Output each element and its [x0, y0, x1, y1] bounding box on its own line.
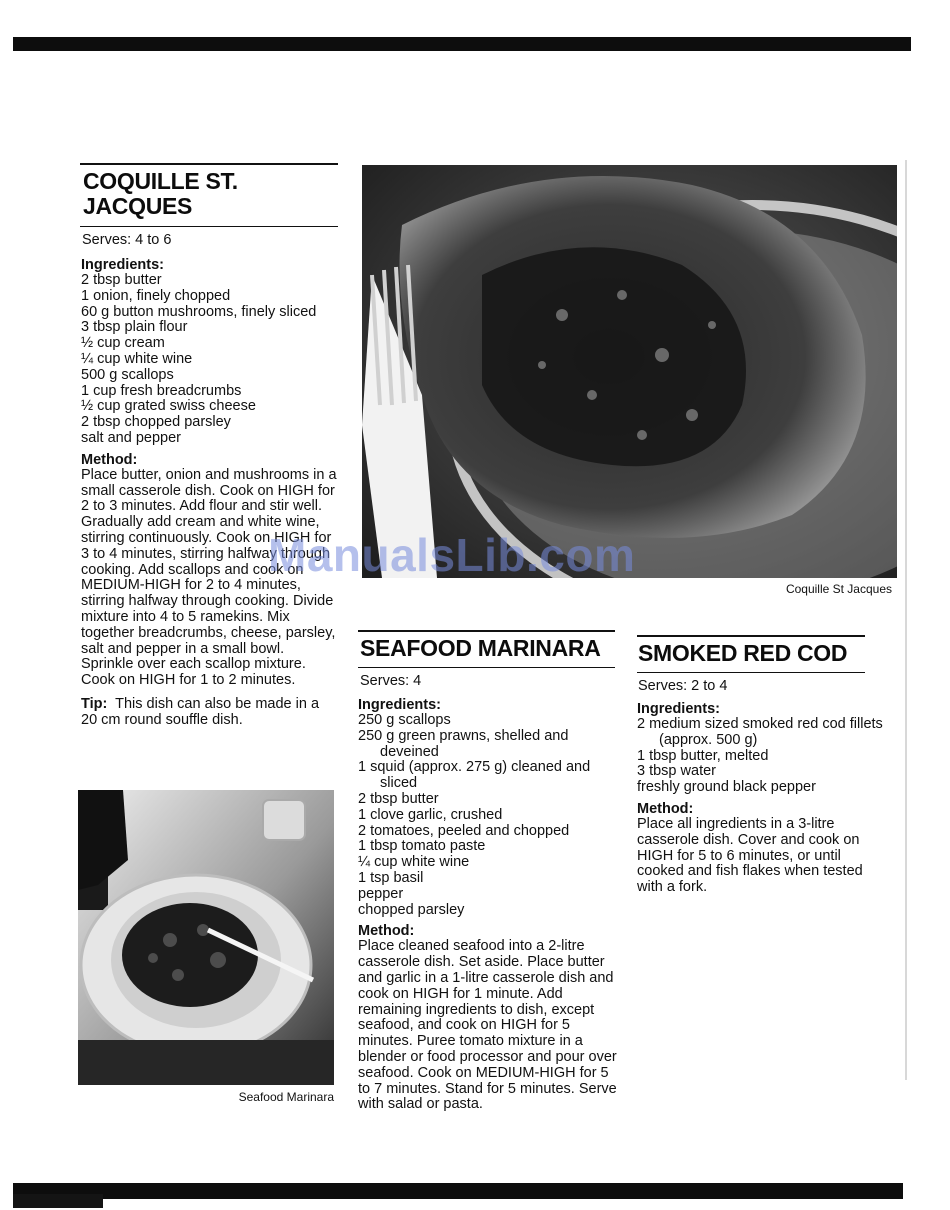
method-text-cod: Place all ingredients in a 3-litre casserole dish. Cover and cook on HIGH for 5 to 6 minutes, or until cooked and fish flakes when tested with a fork. [637, 815, 863, 896]
ingredient-item: ½ cup cream [81, 335, 165, 352]
title-rule-bottom [637, 672, 865, 673]
title-rule-top [637, 635, 865, 637]
marinara-photo [78, 790, 334, 1085]
ingredient-item: 2 tbsp chopped parsley [81, 414, 231, 431]
ingredient-item: 1 cup fresh breadcrumbs [81, 382, 242, 399]
ingredient-item: 1 tsp basil [358, 869, 424, 886]
recipe-title-coquille: COQUILLE ST. JACQUES [83, 168, 238, 219]
recipe-title-cod: SMOKED RED COD [638, 640, 848, 666]
ingredient-item: ¼ cup white wine [358, 854, 470, 871]
ingredient-item: ¼ cup white wine [81, 350, 193, 367]
coquille-caption: Coquille St Jacques [785, 582, 892, 596]
tip-text: This dish can also be made in a 20 cm round souffle dish. [81, 695, 320, 728]
serves-coquille: Serves: 4 to 6 [82, 232, 172, 248]
ingredient-item: 1 onion, finely chopped [81, 287, 231, 304]
recipe-body-marinara [358, 697, 618, 1113]
marinara-caption: Seafood Marinara [238, 1090, 334, 1104]
ingredient-item: 250 g scallops [358, 712, 451, 728]
recipe-title-marinara: SEAFOOD MARINARA [360, 635, 601, 661]
recipe-body-coquille [81, 257, 337, 729]
coquille-photo [362, 165, 897, 578]
title-rule-bottom [358, 667, 615, 668]
method-heading: Method: [637, 800, 694, 817]
ingredient-item: 1 squid (approx. 275 g) cleaned and sliced [358, 759, 591, 792]
method-heading: Method: [358, 923, 415, 940]
method-text-coquille: Place butter, onion and mushrooms in a small casserole dish. Cook on HIGH for 2 to 3 minutes. Add flour and stir well. Gradually add cream and white wine, stirring continuously. Cook on HIGH for 3 to 4 minutes, stirring halfway through cooking. Add scallops and cook on MEDIUM-HIGH for 2 to 4 minutes, stirring halfway through cooking. Divide mixture into 4 to 5 ramekins. Mix together breadcrumbs, cheese, parsley, salt and pepper in a small bowl. Sprinkle over each scallop mixture. Cook on HIGH for 1 to 2 minutes. [81, 466, 337, 689]
ingredient-item: 1 tbsp tomato paste [358, 838, 486, 855]
method-heading: Method: [81, 451, 138, 468]
ingredients-heading: Ingredients: [81, 257, 164, 273]
coquille-photo-image [362, 165, 897, 578]
ingredient-item: 60 g button mushrooms, finely sliced [81, 303, 317, 320]
ingredient-item: 2 tbsp butter [358, 790, 439, 807]
title-rule-top [80, 163, 338, 165]
ingredient-item: 2 tbsp butter [81, 272, 162, 288]
ingredient-item: 3 tbsp plain flour [81, 319, 188, 336]
ingredient-item: pepper [358, 885, 404, 902]
watermark-text: ManualsLib.com [268, 529, 636, 581]
ingredient-item: 1 clove garlic, crushed [358, 806, 503, 823]
scan-edge-line [905, 160, 907, 1080]
ingredient-item: 2 medium sized smoked red cod fillets (approx. 500 g) [637, 716, 883, 748]
ingredient-item: salt and pepper [81, 429, 181, 446]
title-rule-bottom [80, 226, 338, 227]
ingredient-item: freshly ground black pepper [637, 779, 816, 796]
ingredient-item: 500 g scallops [81, 366, 174, 383]
serves-marinara: Serves: 4 [360, 673, 422, 689]
serves-cod: Serves: 2 to 4 [638, 678, 728, 694]
bottom-smudge [13, 1194, 103, 1208]
ingredient-item: ½ cup grated swiss cheese [81, 398, 256, 415]
top-border-bar [13, 37, 911, 51]
recipe-body-cod [637, 701, 887, 896]
tip-note [81, 697, 337, 729]
ingredient-item: 1 tbsp butter, melted [637, 747, 769, 764]
tip-label: Tip: [81, 695, 108, 712]
ingredient-item: 250 g green prawns, shelled and deveined [358, 727, 569, 760]
ingredients-list-coquille [81, 273, 337, 447]
ingredients-list-marinara [358, 713, 618, 918]
ingredient-item: 3 tbsp water [637, 763, 716, 780]
bottom-border-bar [13, 1183, 903, 1199]
ingredient-item: 2 tomatoes, peeled and chopped [358, 822, 570, 839]
title-rule-top [358, 630, 615, 632]
method-text-marinara: Place cleaned seafood into a 2-litre casserole dish. Set aside. Place butter and garlic in a 1-litre casserole dish and cook on HIGH for 1 minute. Add remaining ingredients to dish, except seafood, and cook on HIGH for 5 minutes. Puree tomato mixture in a blender or food processor and pour over seafood. Cook on MEDIUM-HIGH for 5 to 7 minutes. Stand for 5 minutes. Serve with salad or pasta. [358, 938, 617, 1113]
ingredients-heading: Ingredients: [637, 701, 720, 717]
marinara-photo-image [78, 790, 334, 1085]
ingredients-heading: Ingredients: [358, 697, 441, 713]
ingredient-item: chopped parsley [358, 901, 465, 918]
ingredients-list-cod [637, 717, 887, 796]
